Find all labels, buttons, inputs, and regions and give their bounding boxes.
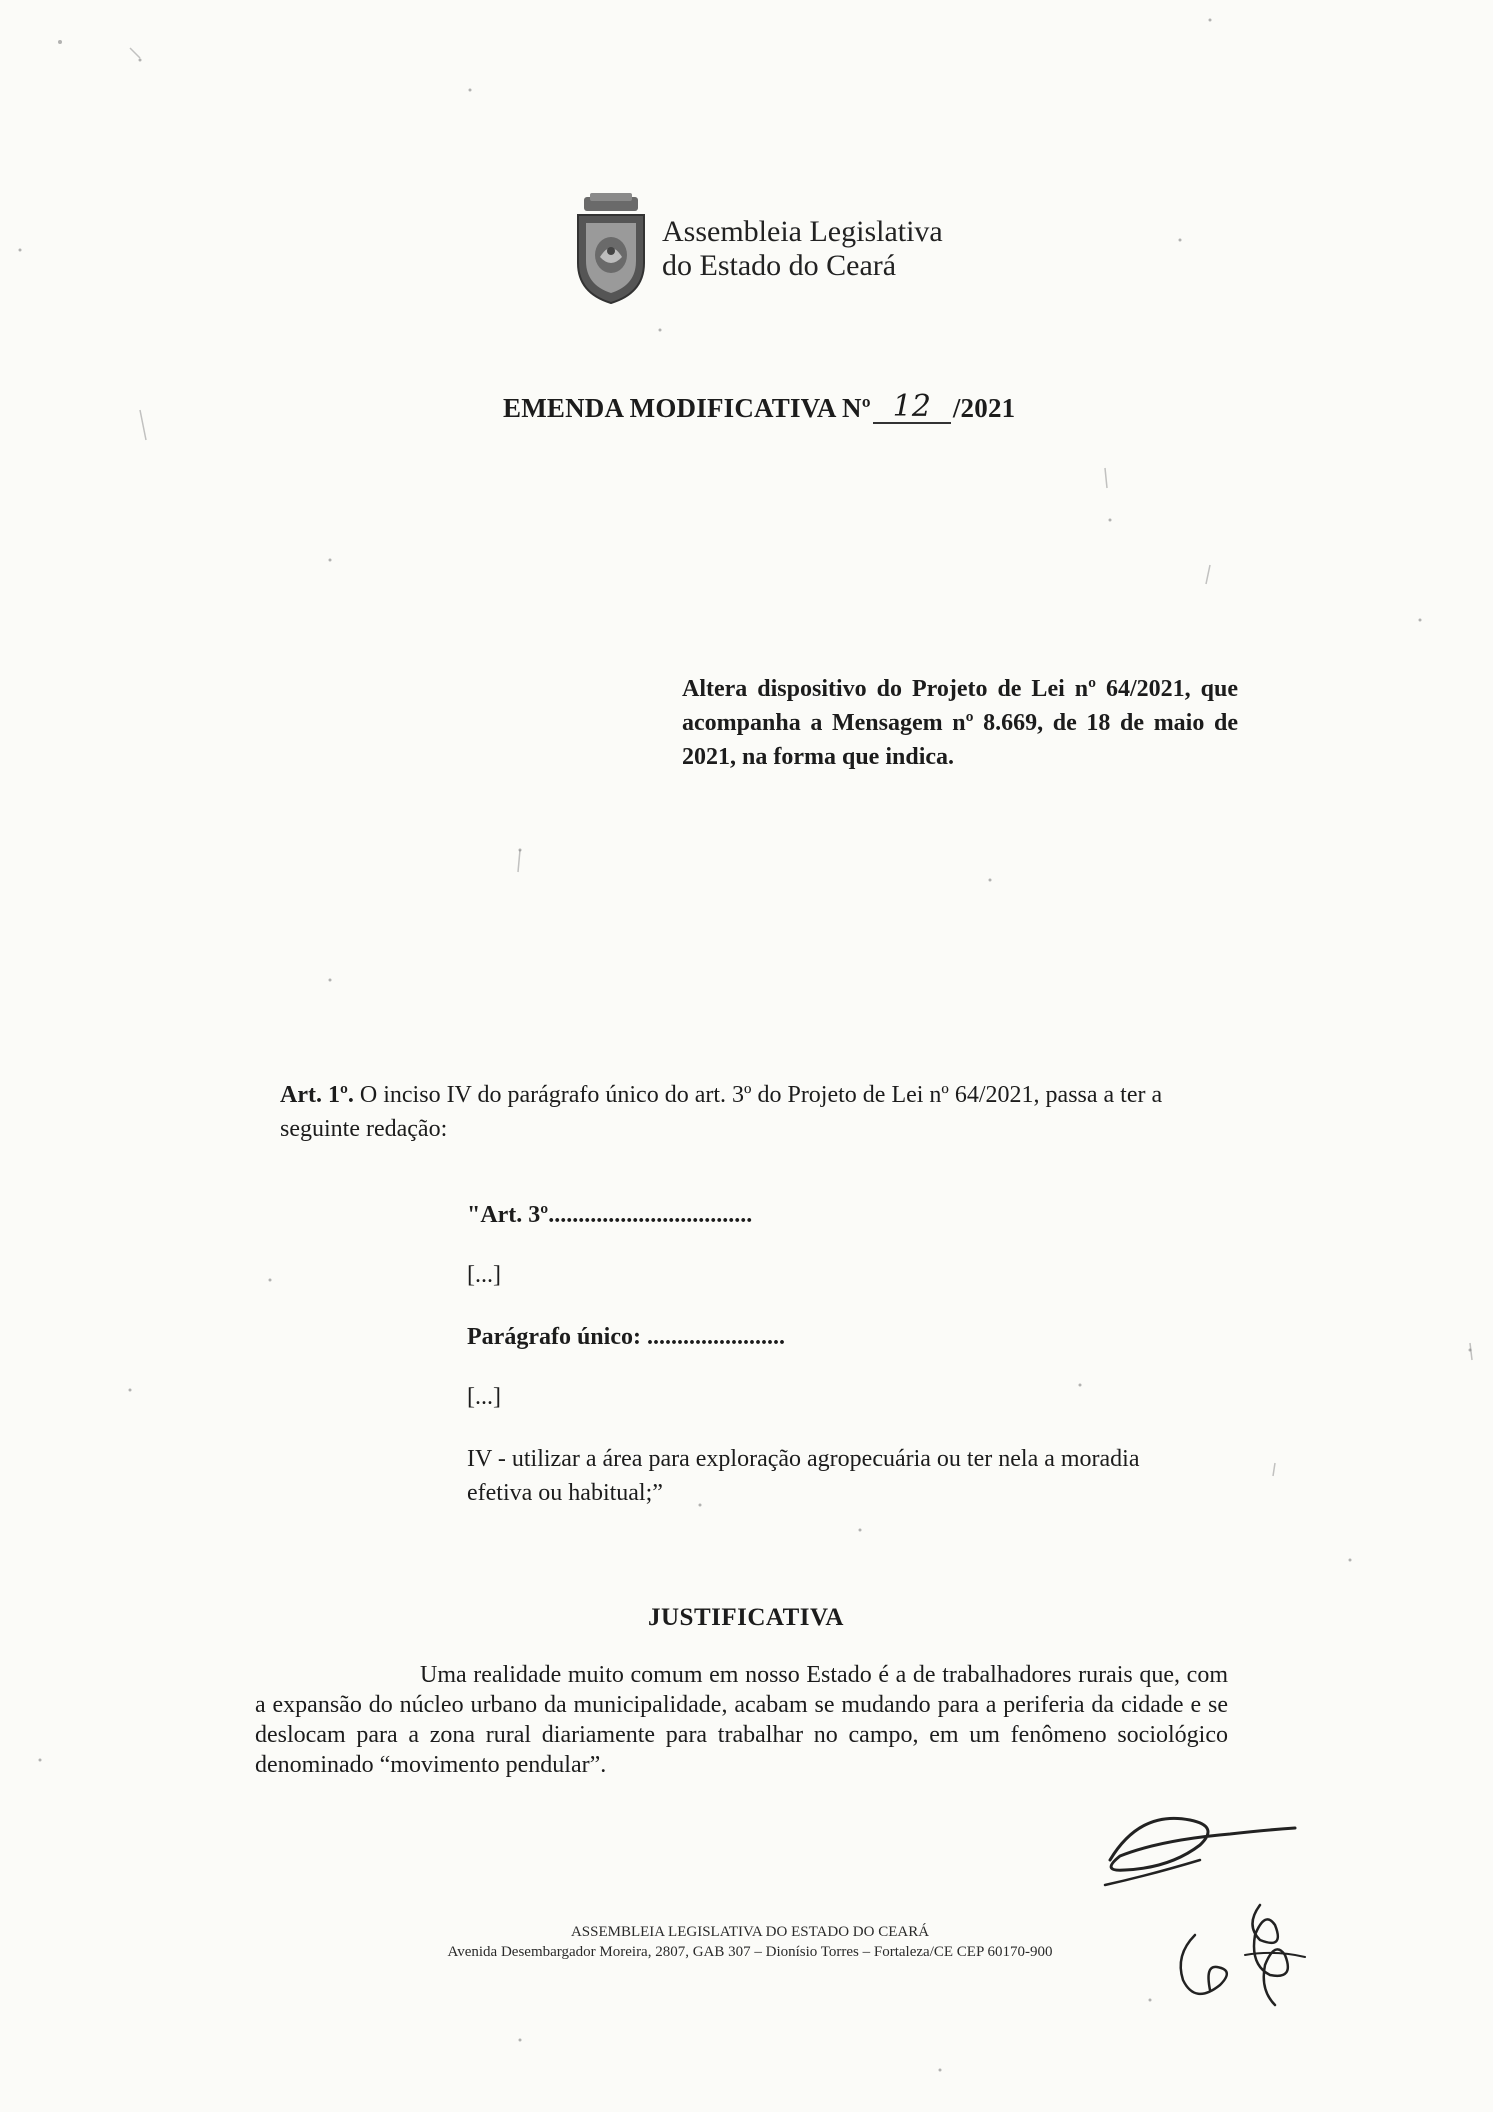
article-1 bbox=[280, 1078, 1238, 1146]
document-footer bbox=[380, 1922, 1120, 1962]
state-seal-icon bbox=[570, 193, 652, 305]
organization-name bbox=[662, 215, 943, 283]
title-year: /2021 bbox=[952, 393, 1016, 423]
footer-line2: Avenida Desembargador Moreira, 2807, GAB 307 – Dionísio Torres – Fortaleza/CE CEP 60170-900 bbox=[447, 1944, 1053, 1960]
article-1-label: Art. 1º. bbox=[280, 1082, 354, 1108]
organization-name-line1: Assembleia Legislativa bbox=[662, 215, 943, 248]
justificativa-text: Uma realidade muito comum em nosso Estado é a de trabalhadores rurais que, com a expansão do núcleo urbano da municipalidade, acabam se mudando para a periferia da cidade e se deslocam para a zona rural diariamente para trabalhar no campo, em um fenômeno sociológico denominado “movimento pendular”. bbox=[255, 1662, 1228, 1778]
handwritten-initials bbox=[1165, 1895, 1335, 2015]
title-prefix: EMENDA MODIFICATIVA Nº bbox=[503, 393, 871, 423]
quote-paragrafo-unico: Parágrafo único: ....................... bbox=[467, 1324, 785, 1350]
justificativa-title: JUSTIFICATIVA bbox=[648, 1604, 844, 1631]
amendment-number: 12 bbox=[873, 392, 951, 424]
quote-art-3: "Art. 3º.................................. bbox=[467, 1202, 753, 1228]
quote-ellipsis-2: [...] bbox=[467, 1384, 501, 1410]
article-1-text: O inciso IV do parágrafo único do art. 3º do Projeto de Lei nº 64/2021, passa a ter a seguinte redação: bbox=[280, 1082, 1163, 1142]
inciso-line1: IV - utilizar a área para exploração agropecuária ou ter nela a moradia bbox=[467, 1446, 1140, 1472]
organization-name-line2: do Estado do Ceará bbox=[662, 249, 897, 282]
quote-ellipsis-1: [...] bbox=[467, 1262, 501, 1288]
quote-inciso-iv bbox=[467, 1442, 1257, 1510]
handwritten-signature bbox=[1080, 1790, 1300, 1900]
ementa: Altera dispositivo do Projeto de Lei nº 64/2021, que acompanha a Mensagem nº 8.669, de 18 de maio de 2021, na forma que indica. bbox=[682, 676, 1238, 770]
footer-line1: ASSEMBLEIA LEGISLATIVA DO ESTADO DO CEARÁ bbox=[570, 1924, 930, 1940]
document-title bbox=[503, 389, 1016, 424]
document-header bbox=[570, 193, 943, 305]
inciso-line2: efetiva ou habitual;” bbox=[467, 1480, 663, 1506]
